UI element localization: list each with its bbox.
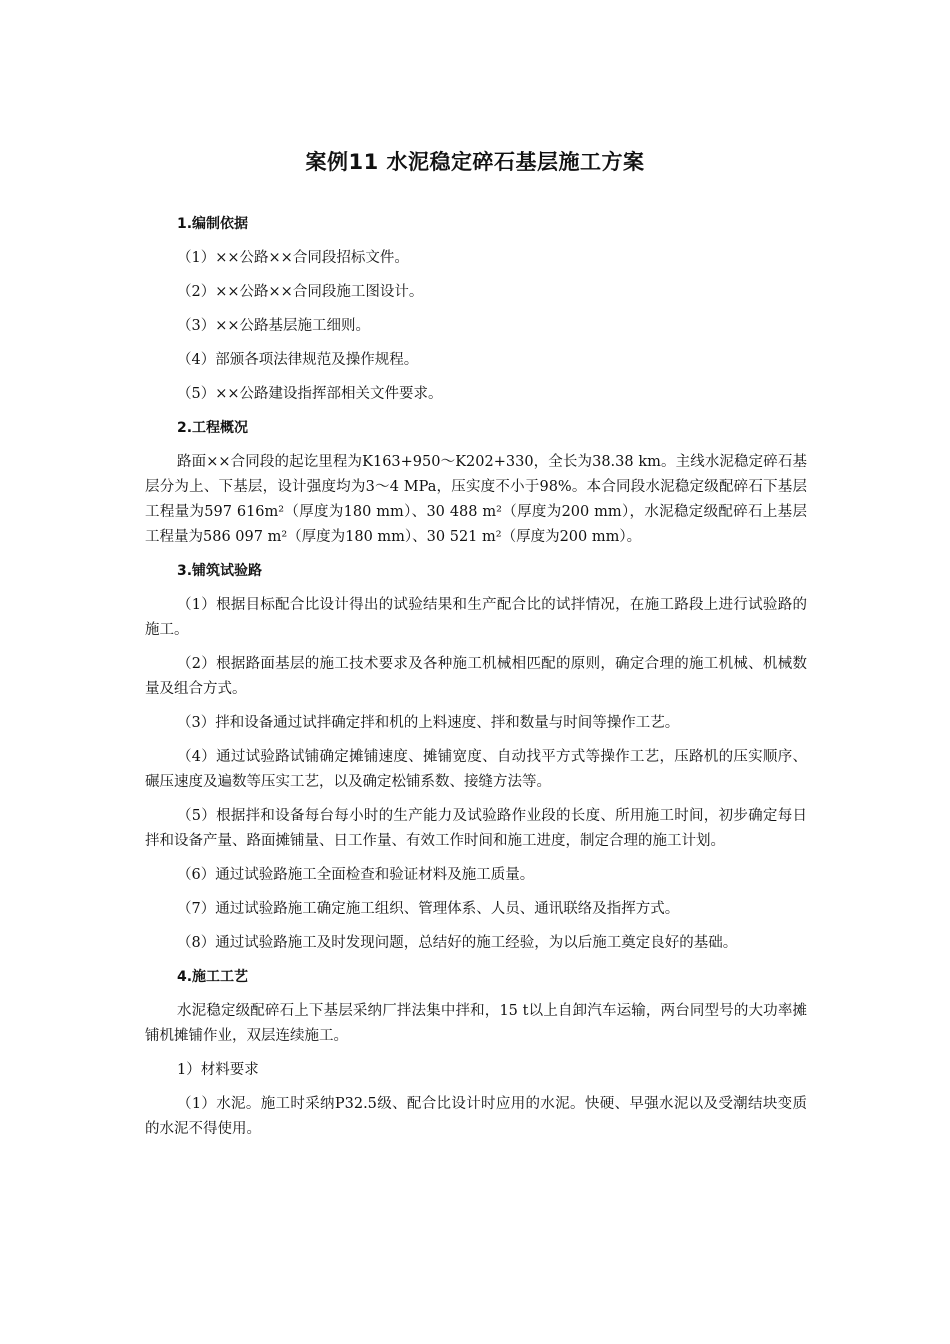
list-item: （1）水泥。施工时采纳P32.5级、配合比设计时应用的水泥。快硬、早强水泥以及受潮结块变质的水泥不得使用。 (145, 1096, 807, 1137)
paragraph: 路面××合同段的起讫里程为K163+950～K202+330，全长为38.38 km。主线水泥稳定碎石基层分为上、下基层，设计强度均为3～4 MPa，压实度不小于98%。本合同段水泥稳定级配碎石下基层工程量为597 616m²（厚度为180 mm）、30 488 m²（厚度为200 mm），水泥稳定级配碎石上基层工程量为586 097 m²（厚度为180 mm）、30 521 m²（厚度为200 mm）。 (145, 454, 807, 545)
list-item: （1）根据目标配合比设计得出的试验结果和生产配合比的试拌情况，在施工路段上进行试验路的施工。 (145, 597, 807, 638)
list-item: （3）××公路基层施工细则。 (177, 318, 371, 334)
subsection-heading: 1）材料要求 (177, 1062, 259, 1078)
section-heading: 1.编制依据 (177, 216, 249, 232)
section-heading: 2.工程概况 (177, 420, 249, 436)
list-item: （5）××公路建设指挥部相关文件要求。 (177, 386, 443, 402)
list-item: （1）××公路××合同段招标文件。 (177, 250, 409, 266)
list-item: （6）通过试验路施工全面检查和验证材料及施工质量。 (177, 867, 535, 883)
list-item: （4）通过试验路试铺确定摊铺速度、摊铺宽度、自动找平方式等操作工艺，压路机的压实顺序、碾压速度及遍数等压实工艺，以及确定松铺系数、接缝方法等。 (145, 749, 807, 790)
list-item: （3）拌和设备通过试拌确定拌和机的上料速度、拌和数量与时间等操作工艺。 (177, 715, 680, 731)
document-body (145, 212, 807, 1151)
list-item: （8）通过试验路施工及时发现问题，总结好的施工经验，为以后施工奠定良好的基础。 (177, 935, 738, 951)
paragraph: 水泥稳定级配碎石上下基层采纳厂拌法集中拌和，15 t以上自卸汽车运输，两台同型号的大功率摊铺机摊铺作业，双层连续施工。 (145, 1003, 807, 1044)
list-item: （2）××公路××合同段施工图设计。 (177, 284, 424, 300)
section-heading: 4.施工工艺 (177, 969, 249, 985)
list-item: （4）部颁各项法律规范及操作规程。 (177, 352, 419, 368)
document-title: 案例11 水泥稳定碎石基层施工方案 (305, 150, 645, 174)
list-item: （7）通过试验路施工确定施工组织、管理体系、人员、通讯联络及指挥方式。 (177, 901, 680, 917)
list-item: （5）根据拌和设备每台每小时的生产能力及试验路作业段的长度、所用施工时间，初步确定每日拌和设备产量、路面摊铺量、日工作量、有效工作时间和施工进度，制定合理的施工计划。 (145, 808, 807, 849)
list-item: （2）根据路面基层的施工技术要求及各种施工机械相匹配的原则，确定合理的施工机械、机械数量及组合方式。 (145, 656, 807, 697)
section-heading: 3.铺筑试验路 (177, 563, 263, 579)
